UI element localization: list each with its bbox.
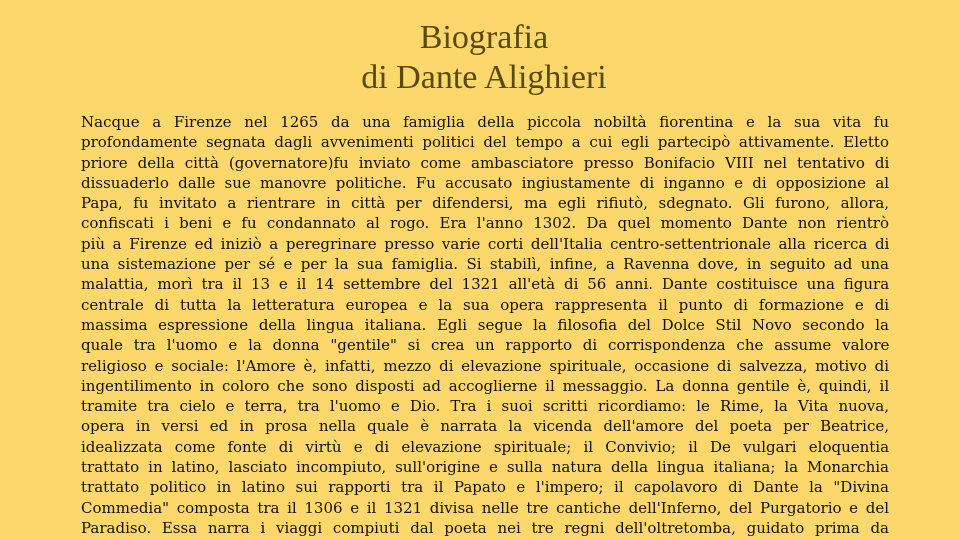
text-line: centrale di tutta la letteratura europea e la sua opera rappresenta il punto di formazione e di (81, 295, 890, 314)
text-line: ingentilimento in coloro che sono disposti ad accoglierne il messaggio. La donna gentile è, quindi, il (81, 376, 890, 395)
text-line: Nacque a Firenze nel 1265 da una famiglia della piccola nobiltà fiorentina e la sua vita fu (81, 113, 889, 131)
biography-text (81, 112, 889, 538)
text-line: priore della città (governatore)fu inviato come ambasciatore presso Bonifacio VIII nel tentativo di (81, 153, 890, 172)
text-line: trattato in latino, lasciato incompiuto, sull'origine e sulla natura della lingua italiana; la Monarchia (81, 458, 889, 477)
text-line: malattia, morì tra il 13 e il 14 settembre del 1321 all'età di 56 anni. Dante costituisce una figura (81, 275, 890, 294)
slide-title (0, 18, 960, 98)
text-line: Commedia" composta tra il 1306 e il 1321 divisa nelle tre cantiche dell'Inferno, del Purgatorio e del (81, 498, 889, 517)
text-line: trattato politico in latino sui rapporti tra il Papato e l'impero; il capolavoro di Dante la "Divina (81, 478, 889, 497)
text-line: religioso e sociale: l'Amore è, infatti, mezzo di elevazione spirituale, occasione di salvezza, motivo di (81, 356, 889, 375)
title-line-1: Biografia (419, 19, 549, 56)
text-line: più a Firenze ed iniziò a peregrinare presso varie corti dell'Italia centro-settentrionale alla ricerca di (81, 234, 890, 253)
text-line: profondamente segnata dagli avvenimenti politici del tempo a cui egli partecipò attivamente. Eletto (81, 133, 889, 152)
text-line: quale tra l'uomo e la donna "gentile" si crea un rapporto di corrispondenza che assume valore (81, 336, 890, 355)
text-line: una sistemazione per sé e per la sua famiglia. Si stabilì, infine, a Ravenna dove, in seguito ad una (81, 255, 889, 274)
text-line: massima espressione della lingua italiana. Egli segue la filosofia del Dolce Stil Novo secondo la (81, 315, 889, 334)
text-line: dissuaderlo dalle sue manovre politiche. Fu accusato ingiustamente di inganno e di opposizione al (81, 173, 890, 192)
text-line: tramite tra cielo e terra, tra l'uomo e Dio. Tra i suoi scritti ricordiamo: le Rime, la Vita nuova, (81, 397, 889, 416)
text-line: Papa, fu invitato a rientrare in città per difendersi, ma egli rifiutò, sdegnato. Gli furono, allora, (81, 194, 890, 213)
title-line-2: di Dante Alighieri (361, 59, 607, 96)
text-line: confiscati i beni e fu condannato al rogo. Era l'anno 1302. Da quel momento Dante non rientrò (81, 214, 889, 233)
text-line: idealizzata come fonte di virtù e di elevazione spirituale; il Convivio; il De vulgari eloquentia (81, 437, 890, 456)
text-line: Paradiso. Essa narra i viaggi compiuti dal poeta nei tre regni dell'oltretomba, guidato prima da (81, 518, 889, 537)
text-line: opera in versi ed in prosa nella quale è narrata la vicenda dell'amore del poeta per Beatrice, (81, 417, 889, 436)
